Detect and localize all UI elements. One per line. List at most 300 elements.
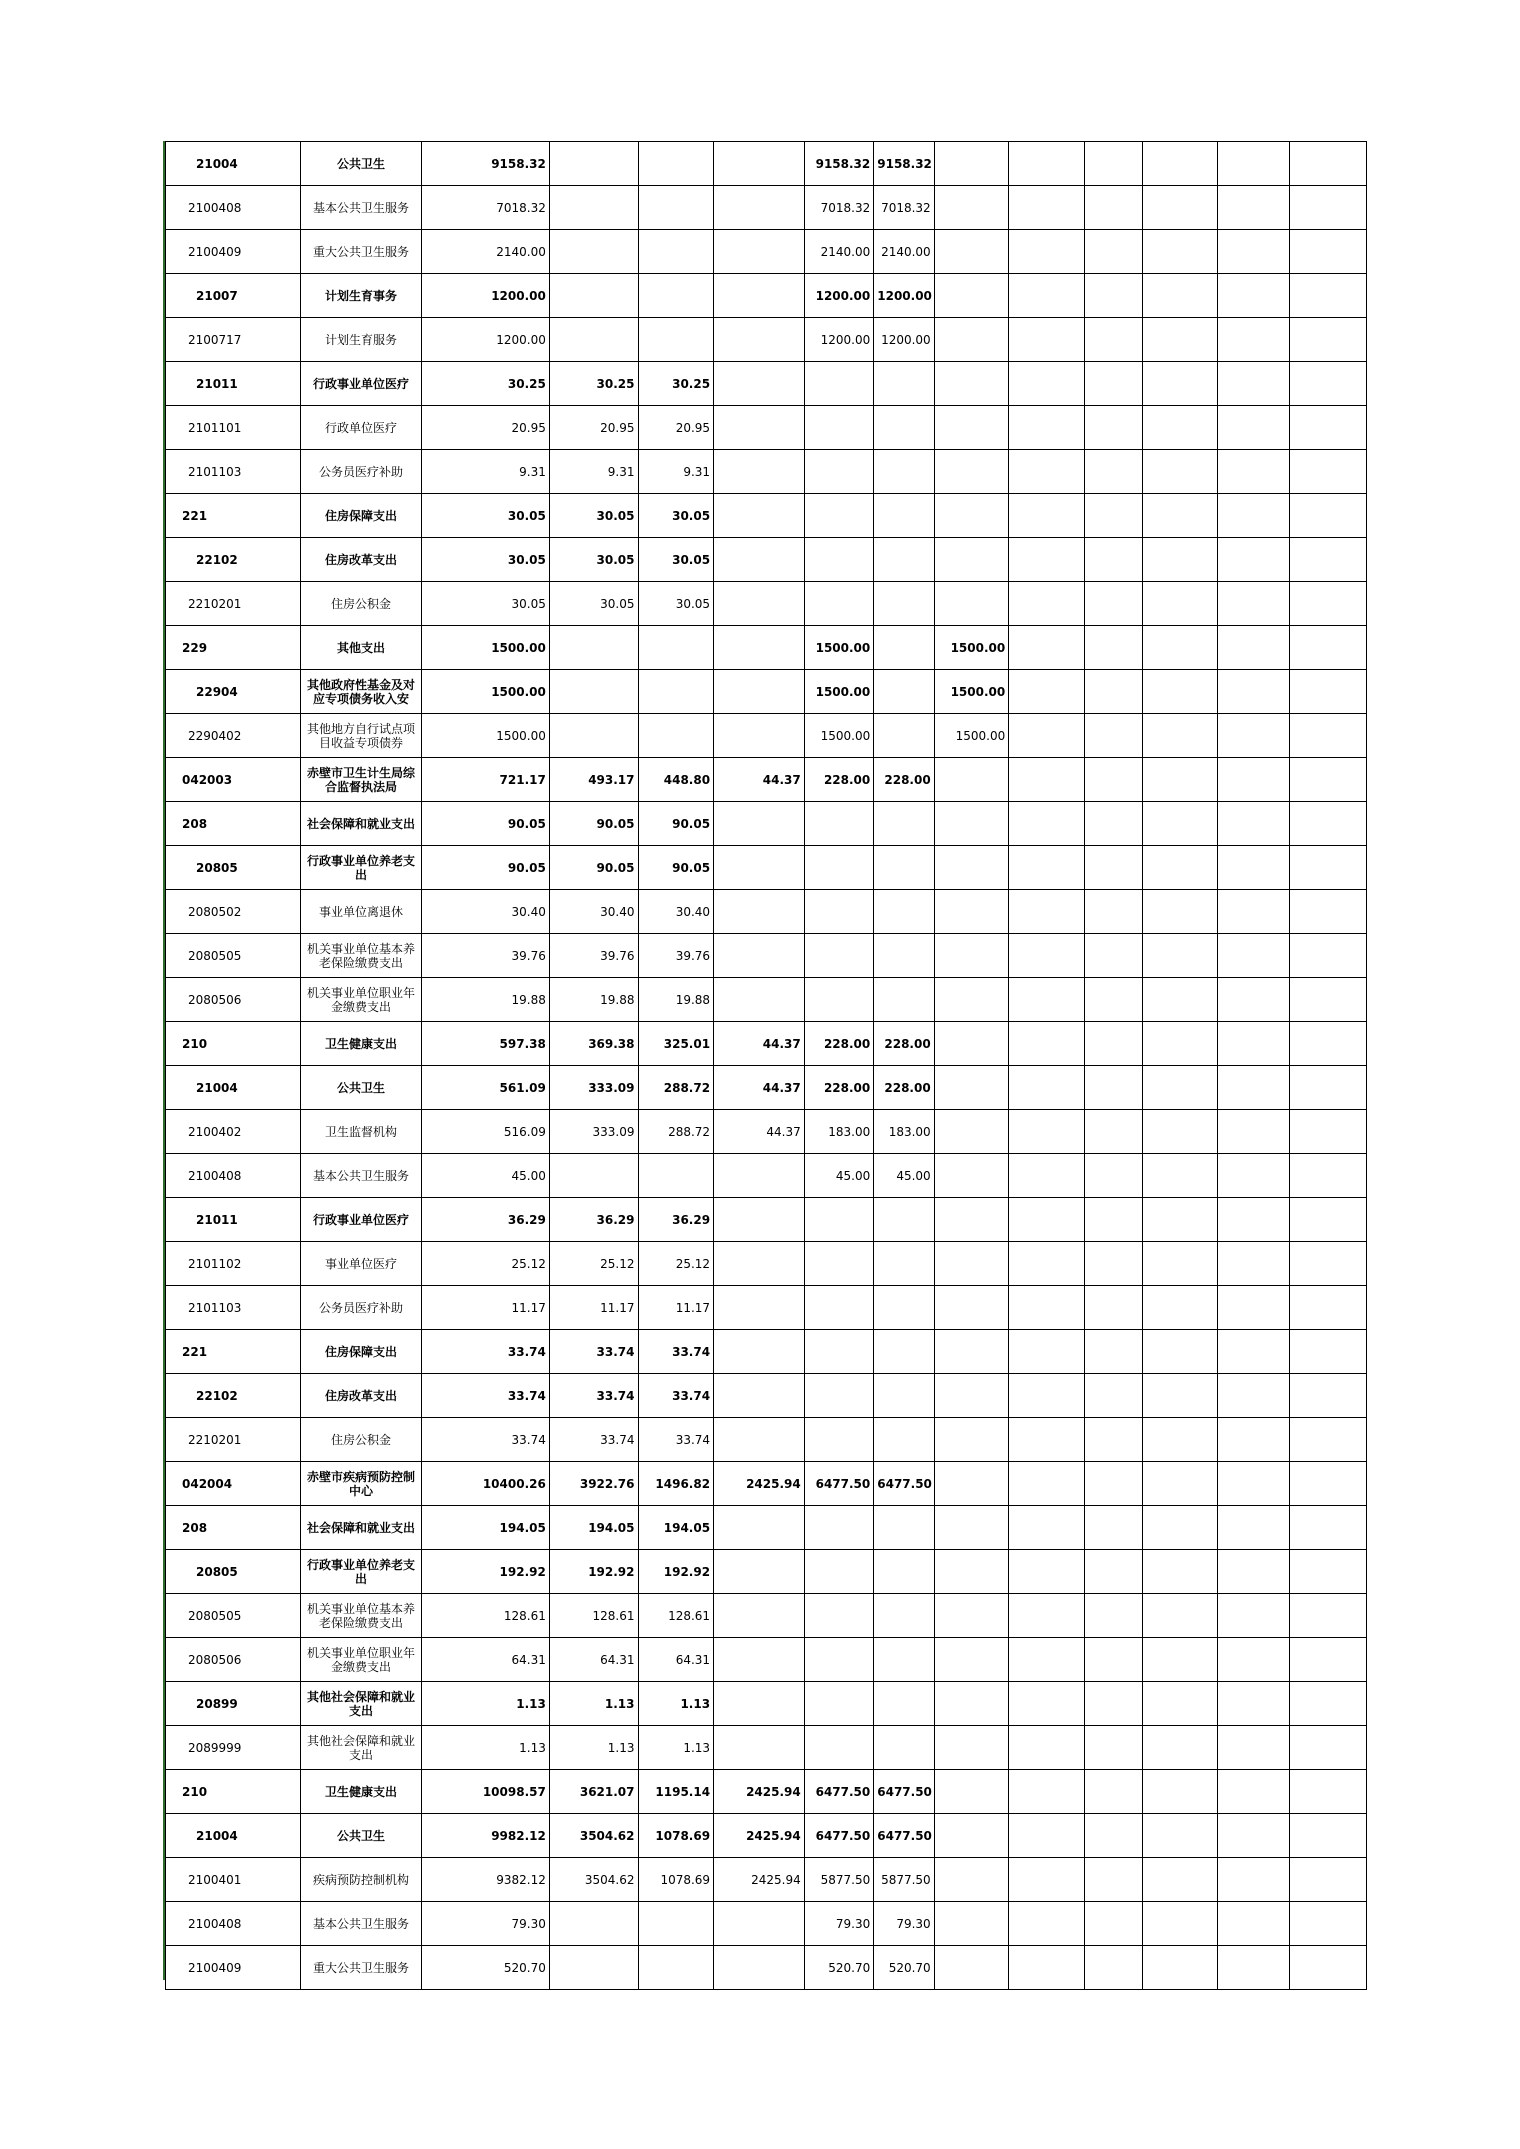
amount-cell [1290,1594,1367,1638]
amount-cell [638,1154,714,1198]
amount-cell: 192.92 [638,1550,714,1594]
amount-cell [1084,1022,1142,1066]
amount-cell: 30.05 [421,582,549,626]
amount-cell [804,538,874,582]
amount-cell [934,406,1009,450]
amount-cell: 1500.00 [804,670,874,714]
amount-cell [934,978,1009,1022]
amount-cell: 228.00 [804,758,874,802]
amount-cell [1143,1022,1218,1066]
amount-cell [1290,1418,1367,1462]
amount-cell [1290,1638,1367,1682]
amount-cell [638,230,714,274]
subject-code-cell: 2101102 [166,1242,301,1286]
amount-cell: 11.17 [638,1286,714,1330]
amount-cell: 325.01 [638,1022,714,1066]
amount-cell: 6477.50 [874,1462,934,1506]
amount-cell [1217,1770,1290,1814]
subject-name-cell: 住房保障支出 [301,1330,422,1374]
amount-cell [934,1682,1009,1726]
table-row [166,1726,1367,1770]
table-row [166,626,1367,670]
amount-cell [1290,1242,1367,1286]
table-row [166,670,1367,714]
amount-cell [714,1330,805,1374]
amount-cell: 369.38 [549,1022,638,1066]
amount-cell [874,626,934,670]
amount-cell [1290,1682,1367,1726]
amount-cell [804,582,874,626]
amount-cell: 1.13 [421,1682,549,1726]
subject-name-cell: 其他支出 [301,626,422,670]
subject-name-cell: 公共卫生 [301,1814,422,1858]
amount-cell: 1200.00 [874,274,934,318]
amount-cell: 45.00 [874,1154,934,1198]
amount-cell: 2140.00 [804,230,874,274]
amount-cell [1084,1594,1142,1638]
amount-cell: 6477.50 [804,1462,874,1506]
amount-cell [1217,1330,1290,1374]
amount-cell: 1500.00 [804,626,874,670]
amount-cell [1217,1374,1290,1418]
amount-cell [1290,318,1367,362]
amount-cell [934,934,1009,978]
table-row [166,1286,1367,1330]
amount-cell [1084,670,1142,714]
amount-cell [1143,1330,1218,1374]
amount-cell: 5877.50 [874,1858,934,1902]
amount-cell [804,362,874,406]
amount-cell [1217,450,1290,494]
amount-cell [714,1946,805,1990]
table-row [166,1462,1367,1506]
amount-cell [1009,1594,1085,1638]
amount-cell: 39.76 [549,934,638,978]
amount-cell: 333.09 [549,1066,638,1110]
amount-cell [1290,362,1367,406]
subject-code-cell: 20899 [166,1682,301,1726]
subject-name-cell: 机关事业单位基本养老保险缴费支出 [301,934,422,978]
table-row [166,1066,1367,1110]
amount-cell [1217,1506,1290,1550]
amount-cell: 25.12 [421,1242,549,1286]
amount-cell [1290,626,1367,670]
amount-cell [1217,978,1290,1022]
amount-cell [1217,934,1290,978]
amount-cell [549,274,638,318]
amount-cell [1217,142,1290,186]
amount-cell: 7018.32 [421,186,549,230]
amount-cell [714,318,805,362]
amount-cell [934,186,1009,230]
amount-cell [1009,1506,1085,1550]
amount-cell: 64.31 [421,1638,549,1682]
amount-cell [1290,582,1367,626]
amount-cell: 597.38 [421,1022,549,1066]
table-row [166,1770,1367,1814]
amount-cell [1217,494,1290,538]
amount-cell [874,978,934,1022]
amount-cell [874,934,934,978]
amount-cell [1290,1550,1367,1594]
amount-cell [1084,1198,1142,1242]
amount-cell [1143,1506,1218,1550]
amount-cell [1290,670,1367,714]
amount-cell [1009,846,1085,890]
amount-cell [1217,1946,1290,1990]
amount-cell [1217,538,1290,582]
amount-cell [638,1946,714,1990]
table-row [166,362,1367,406]
amount-cell: 1200.00 [804,274,874,318]
table-row [166,1946,1367,1990]
amount-cell [638,186,714,230]
subject-name-cell: 重大公共卫生服务 [301,1946,422,1990]
amount-cell: 7018.32 [874,186,934,230]
amount-cell [1290,274,1367,318]
amount-cell [1009,1638,1085,1682]
subject-code-cell: 22102 [166,1374,301,1418]
amount-cell: 64.31 [549,1638,638,1682]
amount-cell: 79.30 [874,1902,934,1946]
table-row [166,186,1367,230]
amount-cell [1143,670,1218,714]
amount-cell [714,1286,805,1330]
amount-cell: 6477.50 [804,1770,874,1814]
table-row [166,450,1367,494]
amount-cell [1009,890,1085,934]
amount-cell [874,714,934,758]
amount-cell [1217,274,1290,318]
amount-cell [934,1726,1009,1770]
amount-cell [1217,230,1290,274]
amount-cell [1290,1902,1367,1946]
subject-name-cell: 赤壁市疾病预防控制中心 [301,1462,422,1506]
amount-cell: 288.72 [638,1066,714,1110]
subject-code-cell: 2100408 [166,1154,301,1198]
subject-name-cell: 住房改革支出 [301,1374,422,1418]
subject-name-cell: 卫生监督机构 [301,1110,422,1154]
amount-cell [1290,406,1367,450]
amount-cell [1290,802,1367,846]
amount-cell [1290,230,1367,274]
amount-cell [549,1946,638,1990]
subject-code-cell: 20805 [166,846,301,890]
amount-cell [714,846,805,890]
amount-cell: 9.31 [421,450,549,494]
amount-cell: 183.00 [804,1110,874,1154]
amount-cell: 1500.00 [934,626,1009,670]
amount-cell [1217,1066,1290,1110]
amount-cell [874,406,934,450]
subject-name-cell: 计划生育服务 [301,318,422,362]
amount-cell: 721.17 [421,758,549,802]
subject-code-cell: 2100408 [166,1902,301,1946]
amount-cell [1290,1506,1367,1550]
amount-cell [714,1902,805,1946]
amount-cell: 25.12 [638,1242,714,1286]
amount-cell [1143,274,1218,318]
amount-cell [1084,1682,1142,1726]
amount-cell: 7018.32 [804,186,874,230]
table-row [166,1330,1367,1374]
amount-cell: 79.30 [804,1902,874,1946]
amount-cell: 30.05 [421,538,549,582]
table-row [166,274,1367,318]
amount-cell [549,626,638,670]
amount-cell [1009,1858,1085,1902]
amount-cell [1009,142,1085,186]
amount-cell: 1500.00 [934,714,1009,758]
amount-cell: 44.37 [714,758,805,802]
amount-cell [1143,142,1218,186]
amount-cell [1084,846,1142,890]
amount-cell: 44.37 [714,1066,805,1110]
amount-cell [1009,1814,1085,1858]
amount-cell [874,890,934,934]
table-row [166,1242,1367,1286]
amount-cell [1217,1462,1290,1506]
amount-cell: 128.61 [421,1594,549,1638]
amount-cell [714,1550,805,1594]
amount-cell [1290,1858,1367,1902]
amount-cell [1084,1506,1142,1550]
amount-cell [1009,1198,1085,1242]
amount-cell: 9158.32 [421,142,549,186]
amount-cell: 33.74 [421,1330,549,1374]
amount-cell [1143,1110,1218,1154]
amount-cell: 30.05 [421,494,549,538]
amount-cell [1009,406,1085,450]
amount-cell [1290,1110,1367,1154]
table-row [166,1682,1367,1726]
amount-cell [934,1814,1009,1858]
amount-cell [1217,406,1290,450]
amount-cell [1217,670,1290,714]
amount-cell [934,494,1009,538]
amount-cell: 19.88 [421,978,549,1022]
table-row [166,1550,1367,1594]
amount-cell [804,1638,874,1682]
amount-cell [1009,1418,1085,1462]
amount-cell [1217,1110,1290,1154]
subject-code-cell: 2100717 [166,318,301,362]
amount-cell [1217,1154,1290,1198]
amount-cell [714,1594,805,1638]
amount-cell [934,846,1009,890]
amount-cell [549,318,638,362]
table-row [166,1858,1367,1902]
amount-cell: 79.30 [421,1902,549,1946]
amount-cell [1084,1814,1142,1858]
amount-cell [714,494,805,538]
amount-cell: 33.74 [549,1330,638,1374]
amount-cell [638,318,714,362]
amount-cell: 1500.00 [421,670,549,714]
amount-cell [714,230,805,274]
amount-cell [1217,1638,1290,1682]
amount-cell [874,1638,934,1682]
subject-code-cell: 21004 [166,142,301,186]
amount-cell: 520.70 [421,1946,549,1990]
amount-cell: 10400.26 [421,1462,549,1506]
amount-cell: 194.05 [549,1506,638,1550]
table-row [166,538,1367,582]
amount-cell: 561.09 [421,1066,549,1110]
amount-cell [934,1374,1009,1418]
subject-name-cell: 公务员医疗补助 [301,1286,422,1330]
amount-cell [1009,714,1085,758]
amount-cell [1217,1550,1290,1594]
amount-cell [1084,1330,1142,1374]
amount-cell: 10098.57 [421,1770,549,1814]
amount-cell: 128.61 [638,1594,714,1638]
amount-cell: 30.05 [549,494,638,538]
table-row [166,494,1367,538]
amount-cell: 183.00 [874,1110,934,1154]
amount-cell: 1500.00 [421,626,549,670]
amount-cell [549,186,638,230]
amount-cell [1084,494,1142,538]
subject-code-cell: 2080506 [166,978,301,1022]
amount-cell [934,582,1009,626]
amount-cell [1009,1682,1085,1726]
subject-code-cell: 2101103 [166,1286,301,1330]
amount-cell [1290,1022,1367,1066]
amount-cell: 516.09 [421,1110,549,1154]
subject-name-cell: 卫生健康支出 [301,1770,422,1814]
amount-cell [1009,362,1085,406]
amount-cell: 9158.32 [804,142,874,186]
amount-cell: 30.40 [638,890,714,934]
amount-cell: 2140.00 [874,230,934,274]
subject-name-cell: 基本公共卫生服务 [301,1154,422,1198]
amount-cell [1084,1946,1142,1990]
amount-cell: 30.05 [638,538,714,582]
amount-cell [1290,1726,1367,1770]
subject-code-cell: 2101103 [166,450,301,494]
amount-cell [804,890,874,934]
amount-cell [804,934,874,978]
amount-cell [1217,802,1290,846]
amount-cell: 30.25 [549,362,638,406]
amount-cell [1009,538,1085,582]
amount-cell [549,142,638,186]
amount-cell [1009,1110,1085,1154]
amount-cell [804,1418,874,1462]
amount-cell [1290,494,1367,538]
amount-cell [1143,626,1218,670]
amount-cell [1009,1242,1085,1286]
amount-cell [1217,846,1290,890]
amount-cell [714,802,805,846]
amount-cell [714,1726,805,1770]
amount-cell [1217,1858,1290,1902]
amount-cell: 6477.50 [874,1814,934,1858]
amount-cell: 45.00 [421,1154,549,1198]
amount-cell: 20.95 [549,406,638,450]
subject-name-cell: 公共卫生 [301,142,422,186]
amount-cell [804,1506,874,1550]
amount-cell: 5877.50 [804,1858,874,1902]
amount-cell [1084,626,1142,670]
amount-cell [638,670,714,714]
amount-cell [1009,450,1085,494]
amount-cell [1084,450,1142,494]
amount-cell [934,274,1009,318]
amount-cell [714,582,805,626]
amount-cell: 30.05 [549,538,638,582]
subject-name-cell: 疾病预防控制机构 [301,1858,422,1902]
subject-code-cell: 2089999 [166,1726,301,1770]
amount-cell [1290,1066,1367,1110]
amount-cell [934,890,1009,934]
amount-cell [1084,714,1142,758]
amount-cell [714,538,805,582]
amount-cell [934,758,1009,802]
amount-cell [549,714,638,758]
amount-cell: 20.95 [421,406,549,450]
amount-cell [638,274,714,318]
amount-cell [1290,538,1367,582]
budget-table [165,141,1367,1990]
amount-cell [1084,230,1142,274]
subject-name-cell: 基本公共卫生服务 [301,1902,422,1946]
amount-cell [934,1550,1009,1594]
amount-cell [1084,582,1142,626]
amount-cell [874,538,934,582]
amount-cell: 228.00 [874,758,934,802]
amount-cell [1009,758,1085,802]
amount-cell [1009,978,1085,1022]
amount-cell [1009,230,1085,274]
subject-code-cell: 208 [166,1506,301,1550]
subject-code-cell: 221 [166,1330,301,1374]
table-row [166,890,1367,934]
amount-cell [1143,1858,1218,1902]
table-row [166,1418,1367,1462]
amount-cell [804,802,874,846]
amount-cell [1143,1902,1218,1946]
amount-cell: 1.13 [421,1726,549,1770]
amount-cell [1143,934,1218,978]
amount-cell [1217,1022,1290,1066]
amount-cell: 194.05 [421,1506,549,1550]
amount-cell [804,1682,874,1726]
amount-cell [1290,934,1367,978]
amount-cell: 20.95 [638,406,714,450]
amount-cell [1084,802,1142,846]
amount-cell: 90.05 [638,846,714,890]
amount-cell [1143,1682,1218,1726]
amount-cell [874,1506,934,1550]
amount-cell [934,538,1009,582]
amount-cell: 1496.82 [638,1462,714,1506]
amount-cell [1009,1946,1085,1990]
amount-cell: 44.37 [714,1110,805,1154]
amount-cell [1009,1462,1085,1506]
table-row [166,1594,1367,1638]
amount-cell: 33.74 [638,1418,714,1462]
amount-cell [1009,1154,1085,1198]
amount-cell: 1195.14 [638,1770,714,1814]
amount-cell [549,1154,638,1198]
amount-cell [1290,1770,1367,1814]
amount-cell [714,450,805,494]
amount-cell [1084,406,1142,450]
amount-cell [1290,1814,1367,1858]
amount-cell [714,1374,805,1418]
